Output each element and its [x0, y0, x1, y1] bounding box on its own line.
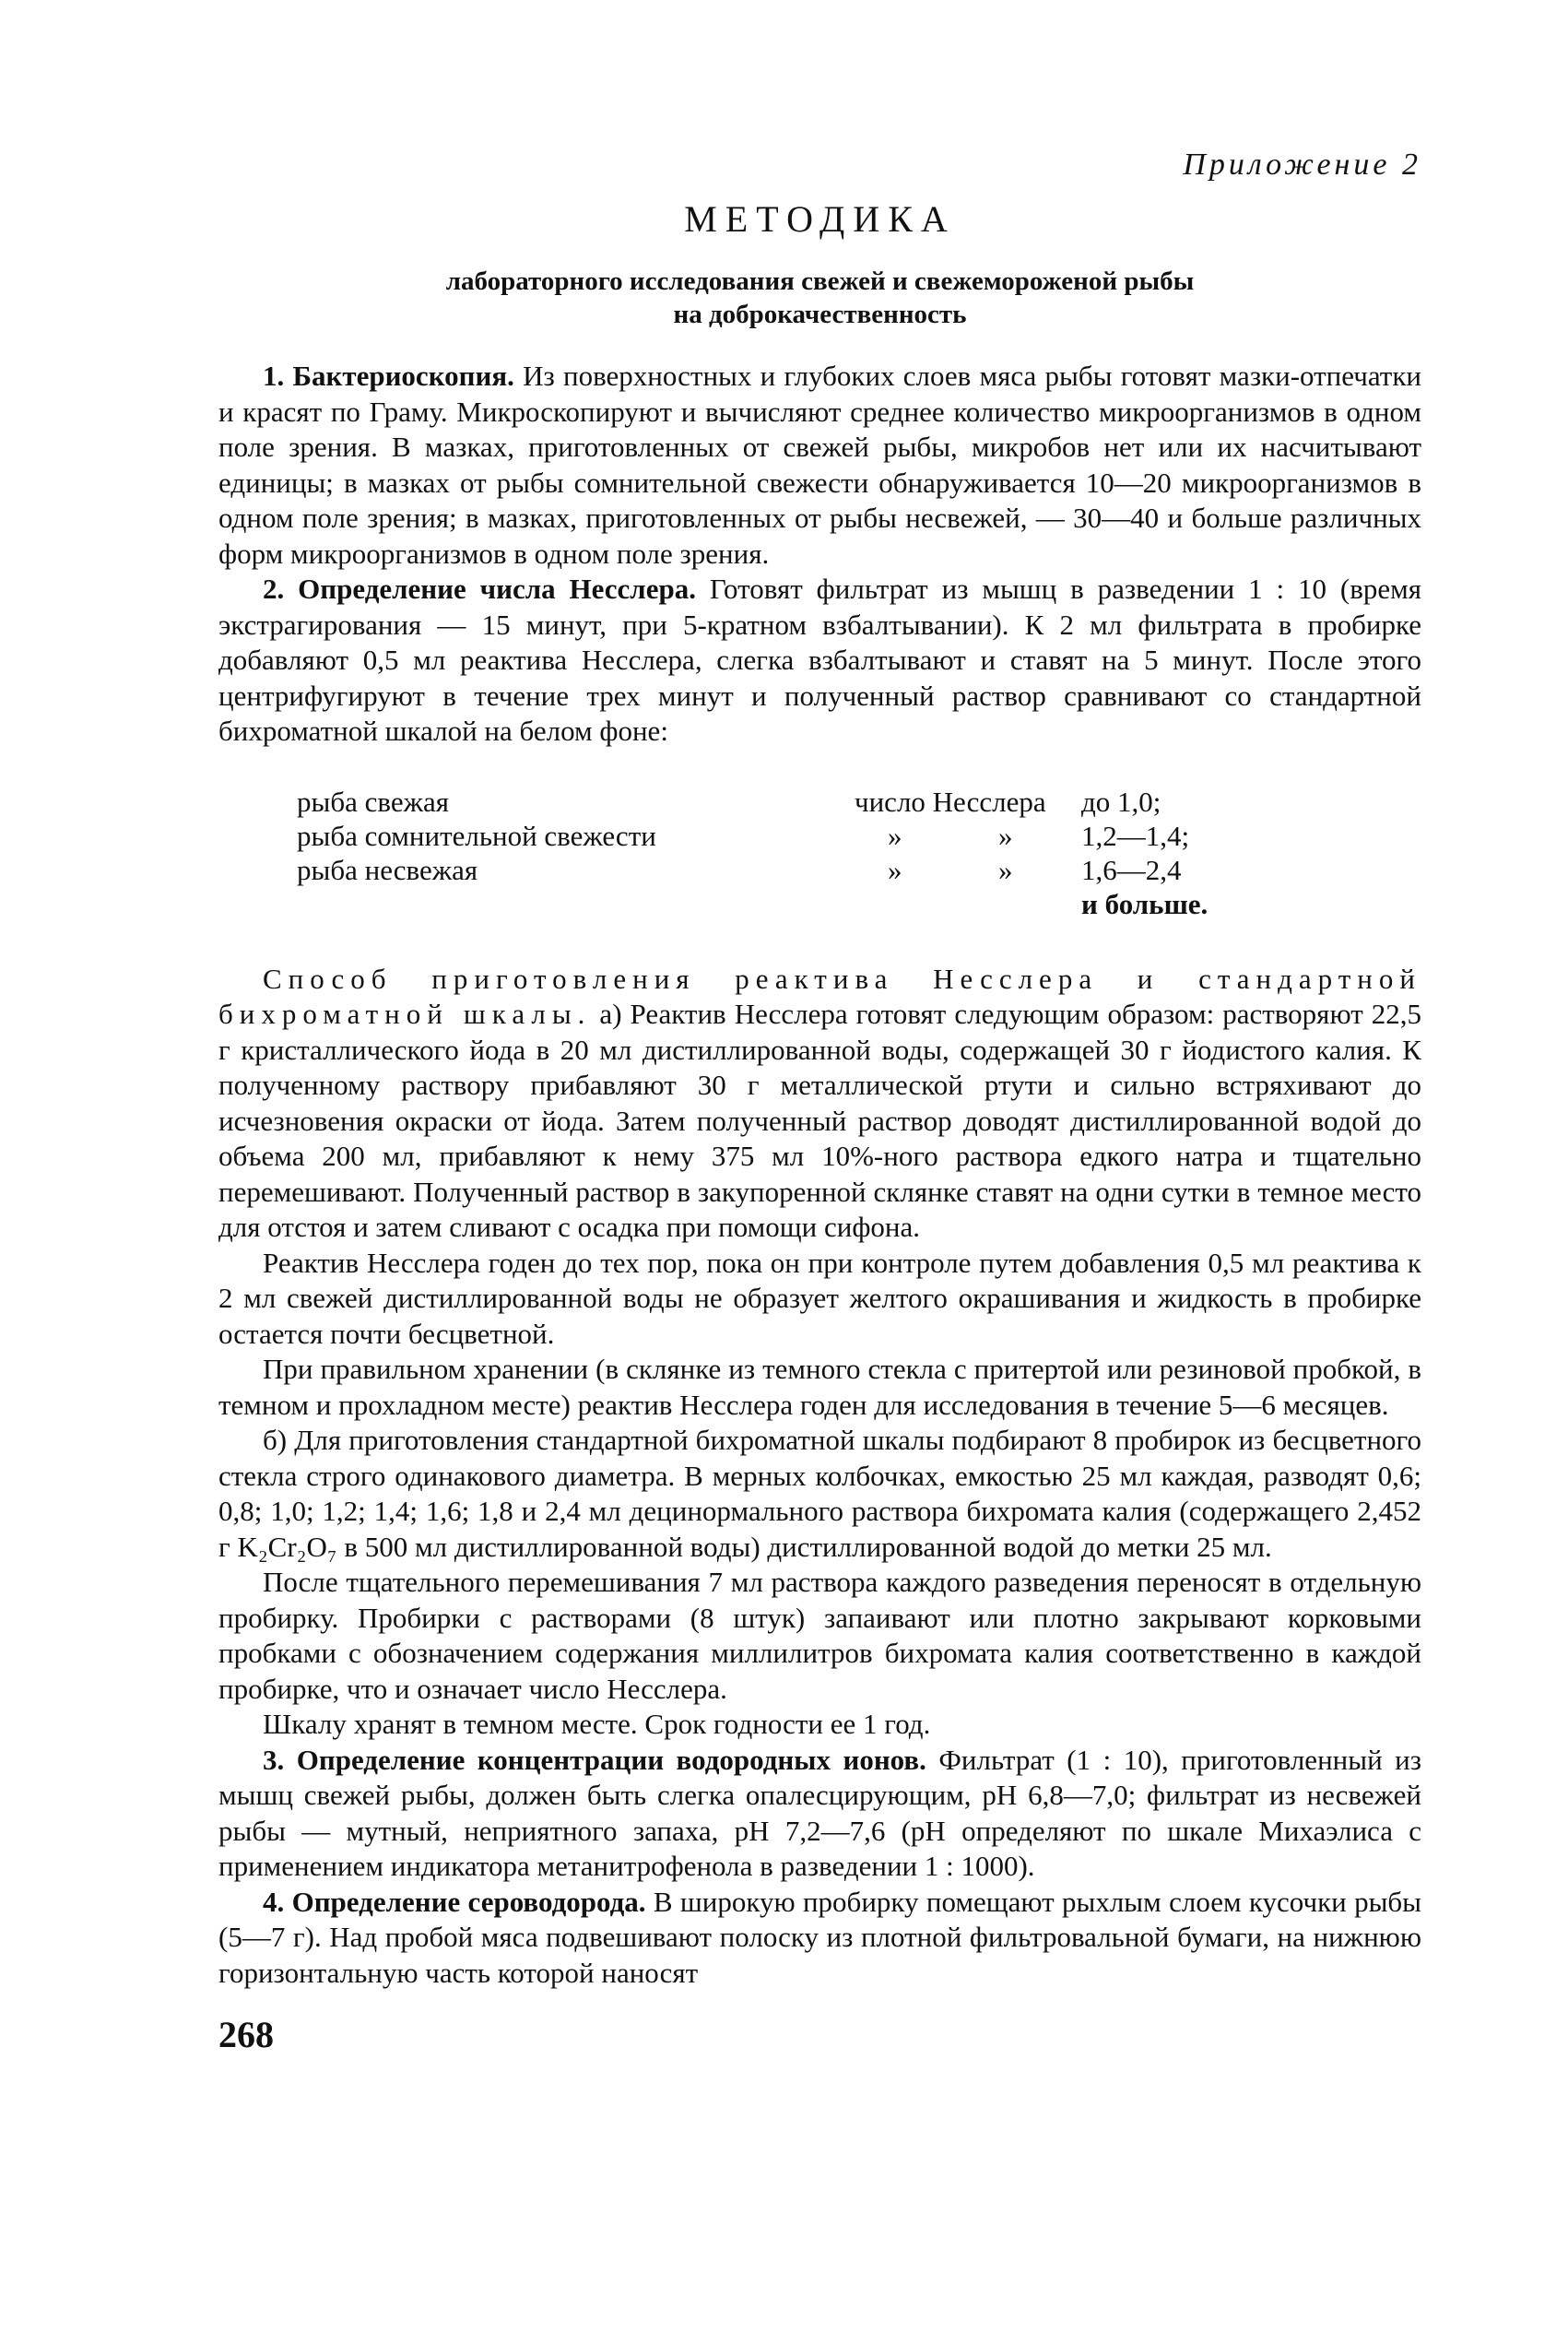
section-heading: 1. Бактериоскопия. — [263, 360, 514, 392]
row-label: рыба свежая — [297, 785, 450, 818]
appendix-label: Приложение 2 — [1183, 148, 1421, 182]
document-page — [218, 148, 1421, 2056]
section-heading: 3. Определение концентрации водородных ионов. — [263, 1743, 926, 1776]
row-ditto: » — [998, 819, 1013, 852]
section-hydrogen-sulfide — [218, 1885, 1421, 1992]
section-text: Фильтрат (1 : 10), приготовленный из мышц свежей рыбы, должен быть слегка опалесцирующим, pH 6,8—7,0; фильтрат из несвежей рыбы — мутный, неприятного запаха, pH 7,2—7,6 (pH определяют по шкале Михаэлиса с применением индикатора метанитрофенола в разведении 1 : 1000). — [218, 1743, 1421, 1882]
row-measure: число Несслера — [855, 785, 1046, 818]
nessler-table — [297, 785, 1208, 921]
page-title: МЕТОДИКА — [684, 198, 956, 240]
section-hydrogen-ions — [218, 1743, 1421, 1885]
section-reagent-preparation — [218, 962, 1421, 1246]
section-heading: 2. Определение числа Несслера. — [263, 573, 696, 605]
section-nessler-number — [218, 572, 1421, 750]
page-subtitle — [218, 265, 1421, 331]
section-bacterioscopy — [218, 359, 1421, 572]
paragraph: б) Для приготовления стандартной бихроматной шкалы подбирают 8 пробирок из бесцветного стекла строго одинакового диаметра. В мерных колбочках, емкостью 25 мл каждая, разводят 0,6; 0,8; 1,0; 1,2; 1,4; 1,6; 1,8 и 2,4 мл децинормального раствора бихромата калия (содержащего 2,452 г K₂Cr₂O₇ в 500 мл дистиллированной воды) дистиллированной водой до метки 25 мл. — [218, 1424, 1421, 1563]
row-label: рыба сомнительной свежести — [297, 819, 656, 852]
table-row — [297, 819, 1208, 853]
section-heading: 4. Определение сероводорода. — [263, 1885, 646, 1918]
paragraph: Реактив Несслера годен до тех пор, пока он при контроле путем добавления 0,5 мл реактива к 2 мл свежей дистиллированной воды не образует желтого окрашивания и жидкость в пробирке остается почти бесцветной. — [218, 1246, 1421, 1350]
row-value: 1,2—1,4; — [1081, 819, 1190, 852]
row-value: 1,6—2,4 — [1081, 853, 1182, 886]
row-ditto: » — [888, 819, 902, 852]
section-text: Из поверхностных и глубоких слоев мяса рыбы готовят мазки-отпечатки и красят по Граму. Микроскопируют и вычисляют среднее количество микроорганизмов в одном поле зрения. В мазках, приготовленных от свежей рыбы, микробов нет или их насчитывают единицы; в мазках от рыбы сомнительной свежести обнаруживается 10—20 микроорганизмов в одном поле зрения; в мазках, приготовленных от рыбы несвежей, — 30—40 и больше различных форм микроорганизмов в одном поле зрения. — [218, 360, 1421, 570]
subtitle-line-1: лабораторного исследования свежей и свежемороженой рыбы — [445, 266, 1195, 296]
row-value: до 1,0; — [1081, 785, 1161, 818]
paragraph: Шкалу хранят в темном месте. Срок годности ее 1 год. — [263, 1708, 931, 1740]
section-text: В широкую пробирку помещают рыхлым слоем кусочки рыбы (5—7 г). Над пробой мяса подвешивают полоску из плотной фильтровальной бумаги, на нижнюю горизонтальную часть которой наносят — [218, 1885, 1421, 1989]
table-row — [297, 853, 1208, 887]
row-note: и больше. — [1081, 887, 1208, 920]
paragraph: При правильном хранении (в склянке из темного стекла с притертой или резиновой пробкой, в темном и прохладном месте) реактив Несслера годен для исследования в течение 5—6 месяцев. — [218, 1353, 1421, 1421]
row-label: рыба несвежая — [297, 853, 478, 886]
table-row — [297, 887, 1208, 921]
subtitle-line-2: на доброкачественность — [673, 300, 967, 329]
row-ditto: » — [998, 853, 1013, 886]
section-text: Готовят фильтрат из мышц в разведении 1 : 10 (время экстрагирования — 15 минут, при 5-кратном взбалтывании). К 2 мл фильтрата в пробирке добавляют 0,5 мл реактива Несслера, слегка взбалтывают и ставят на 5 минут. После этого центрифугируют в течение трех минут и полученный раствор сравнивают со стандартной бихроматной шкалой на белом фоне: — [218, 573, 1421, 747]
row-ditto: » — [888, 853, 902, 886]
paragraph: После тщательного перемешивания 7 мл раствора каждого разведения переносят в отдельную пробирку. Пробирки с растворами (8 штук) запаивают или плотно закрывают корковыми пробками с обозначением содержания миллилитров бихромата калия соответственно в каждой пробирке, что и означает число Несслера. — [218, 1566, 1421, 1705]
section-text: а) Реактив Несслера готовят следующим образом: растворяют 22,5 г кристаллического йода в 20 мл дистиллированной воды, содержащей 30 г йодистого калия. К полученному раствору прибавляют 30 г металлической ртути и сильно встряхивают до исчезновения окраски от йода. Затем полученный раствор доводят дистиллированной водой до объема 200 мл, прибавляют к нему 375 мл 10%-ного раствора едкого натра и тщательно перемешивают. Полученный раствор в закупоренной склянке ставят на одни сутки в темное место для отстоя и затем сливают с осадка при помощи сифона. — [218, 998, 1421, 1243]
table-row — [297, 785, 1208, 819]
page-number: 268 — [218, 2014, 274, 2055]
reagent-lead: Способ приготовления реактива Несслера и стандартной бихроматной шкалы. — [218, 962, 1421, 1030]
